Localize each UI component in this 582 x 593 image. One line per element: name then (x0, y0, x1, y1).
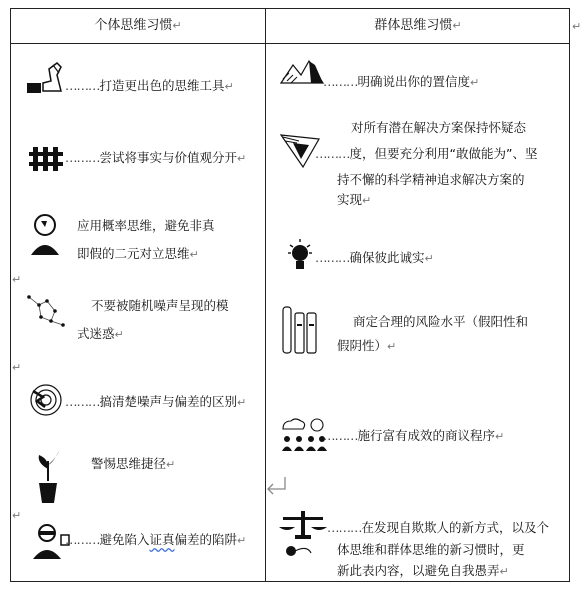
header-group-label: 群体思维习惯 (374, 18, 453, 33)
left-item-7: ………避免陷入证真偏差的陷阱↵ (65, 532, 247, 547)
target-icon (29, 383, 63, 417)
left-item-3-line2: 即假的二元对立思维↵ (77, 246, 199, 261)
shoe-kick-icon (25, 57, 65, 99)
header-individual-label: 个体思维习惯 (94, 18, 173, 33)
header-divider (11, 43, 569, 44)
habits-table: 个体思维习惯↵ 群体思维习惯↵ ………打造更出色的思维工具↵ ………尝试将事实与价值观分开↵ 应用概率思维，避免非真 即假的二元对立思维↵ ↵ 不要被随机噪声呈现的模 式迷惑↵ ↵ ………搞清楚噪声与偏差的区别↵ 警惕思维捷径↵ ↵ ………避免陷入证真偏差的陷阱↵ ………明确说出你的置信度↵ 对所有潜在解决方案保持怀疑态 ………度，但要充分利用“敢做能为”、坚 持不懈的科学精神追求解决方案的 实现↵ ………确保彼此诚实↵ 商定合理的风险水平（假阳性和 假阴性）↵ ………施行富有成效的商议程序↵ ………在发现自欺欺人的新方式，以及个 体思维和群体思维的新习惯时，更 新此表内容，以避免自我愚弄↵ (10, 8, 570, 582)
right-item-2-line4: 实现↵ (337, 192, 372, 207)
right-item-6-line1: ………在发现自欺欺人的新方式，以及个 (327, 520, 550, 535)
right-item-2-line1: 对所有潜在解决方案保持怀疑态 (351, 120, 527, 135)
header-individual: 个体思维习惯↵ (94, 18, 182, 33)
return-arrow-icon (265, 475, 289, 497)
left-item-4-line2: 式迷惑↵ (77, 326, 124, 341)
right-item-4-line2: 假阴性）↵ (337, 338, 397, 353)
test-tubes-icon (281, 305, 321, 357)
mountain-climb-icon (279, 55, 327, 87)
fence-icon (29, 145, 65, 173)
left-item-1: ………打造更出色的思维工具↵ (65, 78, 234, 93)
right-item-2-line3: 持不懈的科学精神追求解决方案的 (337, 172, 525, 187)
right-item-2-line2: ………度，但要充分利用“敢做能为”、坚 (315, 146, 538, 161)
left-item-5: ………搞清楚噪声与偏差的区别↵ (65, 394, 247, 409)
right-item-6-line2: 体思维和群体思维的新习惯时，更 (337, 542, 525, 557)
left-item-6: 警惕思维捷径↵ (91, 456, 176, 471)
head-person-icon (29, 213, 61, 257)
lightbulb-icon (287, 237, 313, 279)
left-item-2: ………尝试将事实与价值观分开↵ (65, 150, 247, 165)
group-discussion-icon (279, 417, 327, 455)
right-item-5: ………施行富有成效的商议程序↵ (323, 428, 505, 443)
header-group: 群体思维习惯↵ (374, 18, 462, 33)
right-item-6-line3: 新此表内容，以避免自我愚弄↵ (337, 563, 509, 578)
right-item-3: ………确保彼此诚实↵ (315, 250, 434, 265)
right-item-1: ………明确说出你的置信度↵ (323, 74, 480, 89)
left-item-3-line1: 应用概率思维，避免非真 (77, 218, 215, 233)
right-item-4-line1: 商定合理的风险水平（假阳性和 (353, 314, 529, 329)
left-item-4-line1: 不要被随机噪声呈现的模 (91, 298, 229, 313)
scales-icon (277, 509, 331, 565)
constellation-icon (25, 291, 75, 331)
seedling-pot-icon (35, 451, 61, 505)
